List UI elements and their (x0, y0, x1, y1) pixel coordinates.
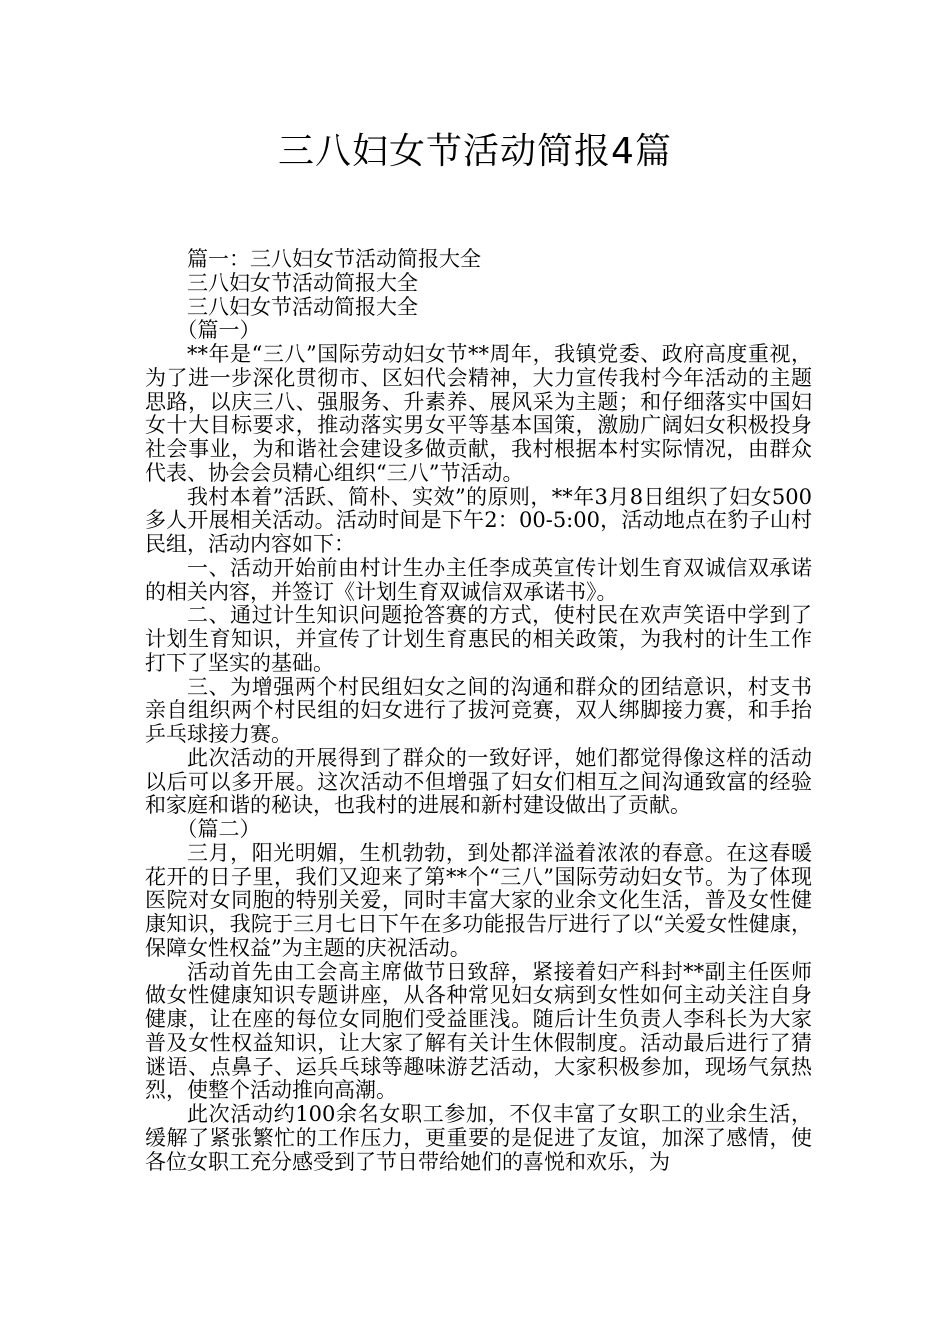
part-label-2: （篇二） (176, 817, 261, 841)
heading-line-2: 三八妇女节活动简报大全 (187, 270, 418, 295)
heading-line-1: 篇一：三八妇女节活动简报大全 (187, 247, 481, 271)
paragraph: 三、为增强两个村民组妇女之间的沟通和群众的团结意识，村支书亲自组织两个村民组的妇女进行了拔河竞赛，双人绑脚接力赛，和手抬乒乓球接力赛。 (145, 674, 812, 746)
paragraph: 我村本着”活跃、简朴、实效”的原则，**年3月8日组织了妇女500多人开展相关活动。活动时间是下午2：00-5:00，活动地点在豹子山村民组，活动内容如下： (145, 484, 812, 556)
paragraph: **年是“三八”国际劳动妇女节**周年，我镇党委、政府高度重视，为了进一步深化贯彻市、区妇代会精神，大力宣传我村今年活动的主题思路，以庆三八、强服务、升素养、展风采为主题；和仔细落实中国妇女十大目标要求，推动落实男女平等基本国策，激励广阔妇女积极投身社会事业，为和谐社会建设多做贡献，我村根据本村实际情况，由群众代表、协会会员精心组织“三八”节活动。 (145, 342, 812, 485)
paragraph: 此次活动约100余名女职工参加，不仅丰富了女职工的业余生活，缓解了紧张繁忙的工作压力，更重要的是促进了友谊，加深了感情，使各位女职工充分感受到了节日带给她们的喜悦和欢乐，为 (145, 1102, 812, 1174)
heading-line-3: 三八妇女节活动简报大全 (187, 294, 418, 319)
part-label-1: （篇一） (176, 318, 261, 343)
paragraph: 活动首先由工会高主席做节日致辞，紧接着妇产科封**副主任医师做女性健康知识专题讲座，从各种常见妇女病到女性如何主动关注自身健康，让在座的每位女同胞们受益匪浅。随后计生负责人李科长为大家普及女性权益知识，让大家了解有关计生休假制度。活动最后进行了猜谜语、点鼻子、运兵乓球等趣味游艺活动，大家积极参加，现场气氛热烈，使整个活动推向高潮。 (145, 959, 812, 1103)
paragraph: 此次活动的开展得到了群众的一致好评，她们都觉得像这样的活动以后可以多开展。这次活动不但增强了妇女们相互之间沟通致富的经验和家庭和谐的秘诀，也我村的进展和新村建设做出了贡献。 (145, 745, 812, 818)
document-title: 三八妇女节活动简报4篇 (278, 131, 672, 172)
document-body (145, 248, 812, 1174)
paragraph: 二、通过计生知识问题抢答赛的方式，使村民在欢声笑语中学到了计划生育知识，并宣传了计划生育惠民的相关政策，为我村的计生工作打下了坚实的基础。 (145, 603, 812, 675)
paragraph: 三月，阳光明媚，生机勃勃，到处都洋溢着浓浓的春意。在这春暖花开的日子里，我们又迎来了第**个“三八”国际劳动妇女节。为了体现医院对女同胞的特别关爱，同时丰富大家的业余文化生活，普及女性健康知识，我院于三月七日下午在多功能报告厅进行了以“关爱女性健康，保障女性权益”为主题的庆祝活动。 (145, 840, 812, 960)
paragraph: 一、活动开始前由村计生办主任李成英宣传计划生育双诚信双承诺的相关内容，并签订《计划生育双诚信双承诺书》。 (145, 555, 812, 604)
